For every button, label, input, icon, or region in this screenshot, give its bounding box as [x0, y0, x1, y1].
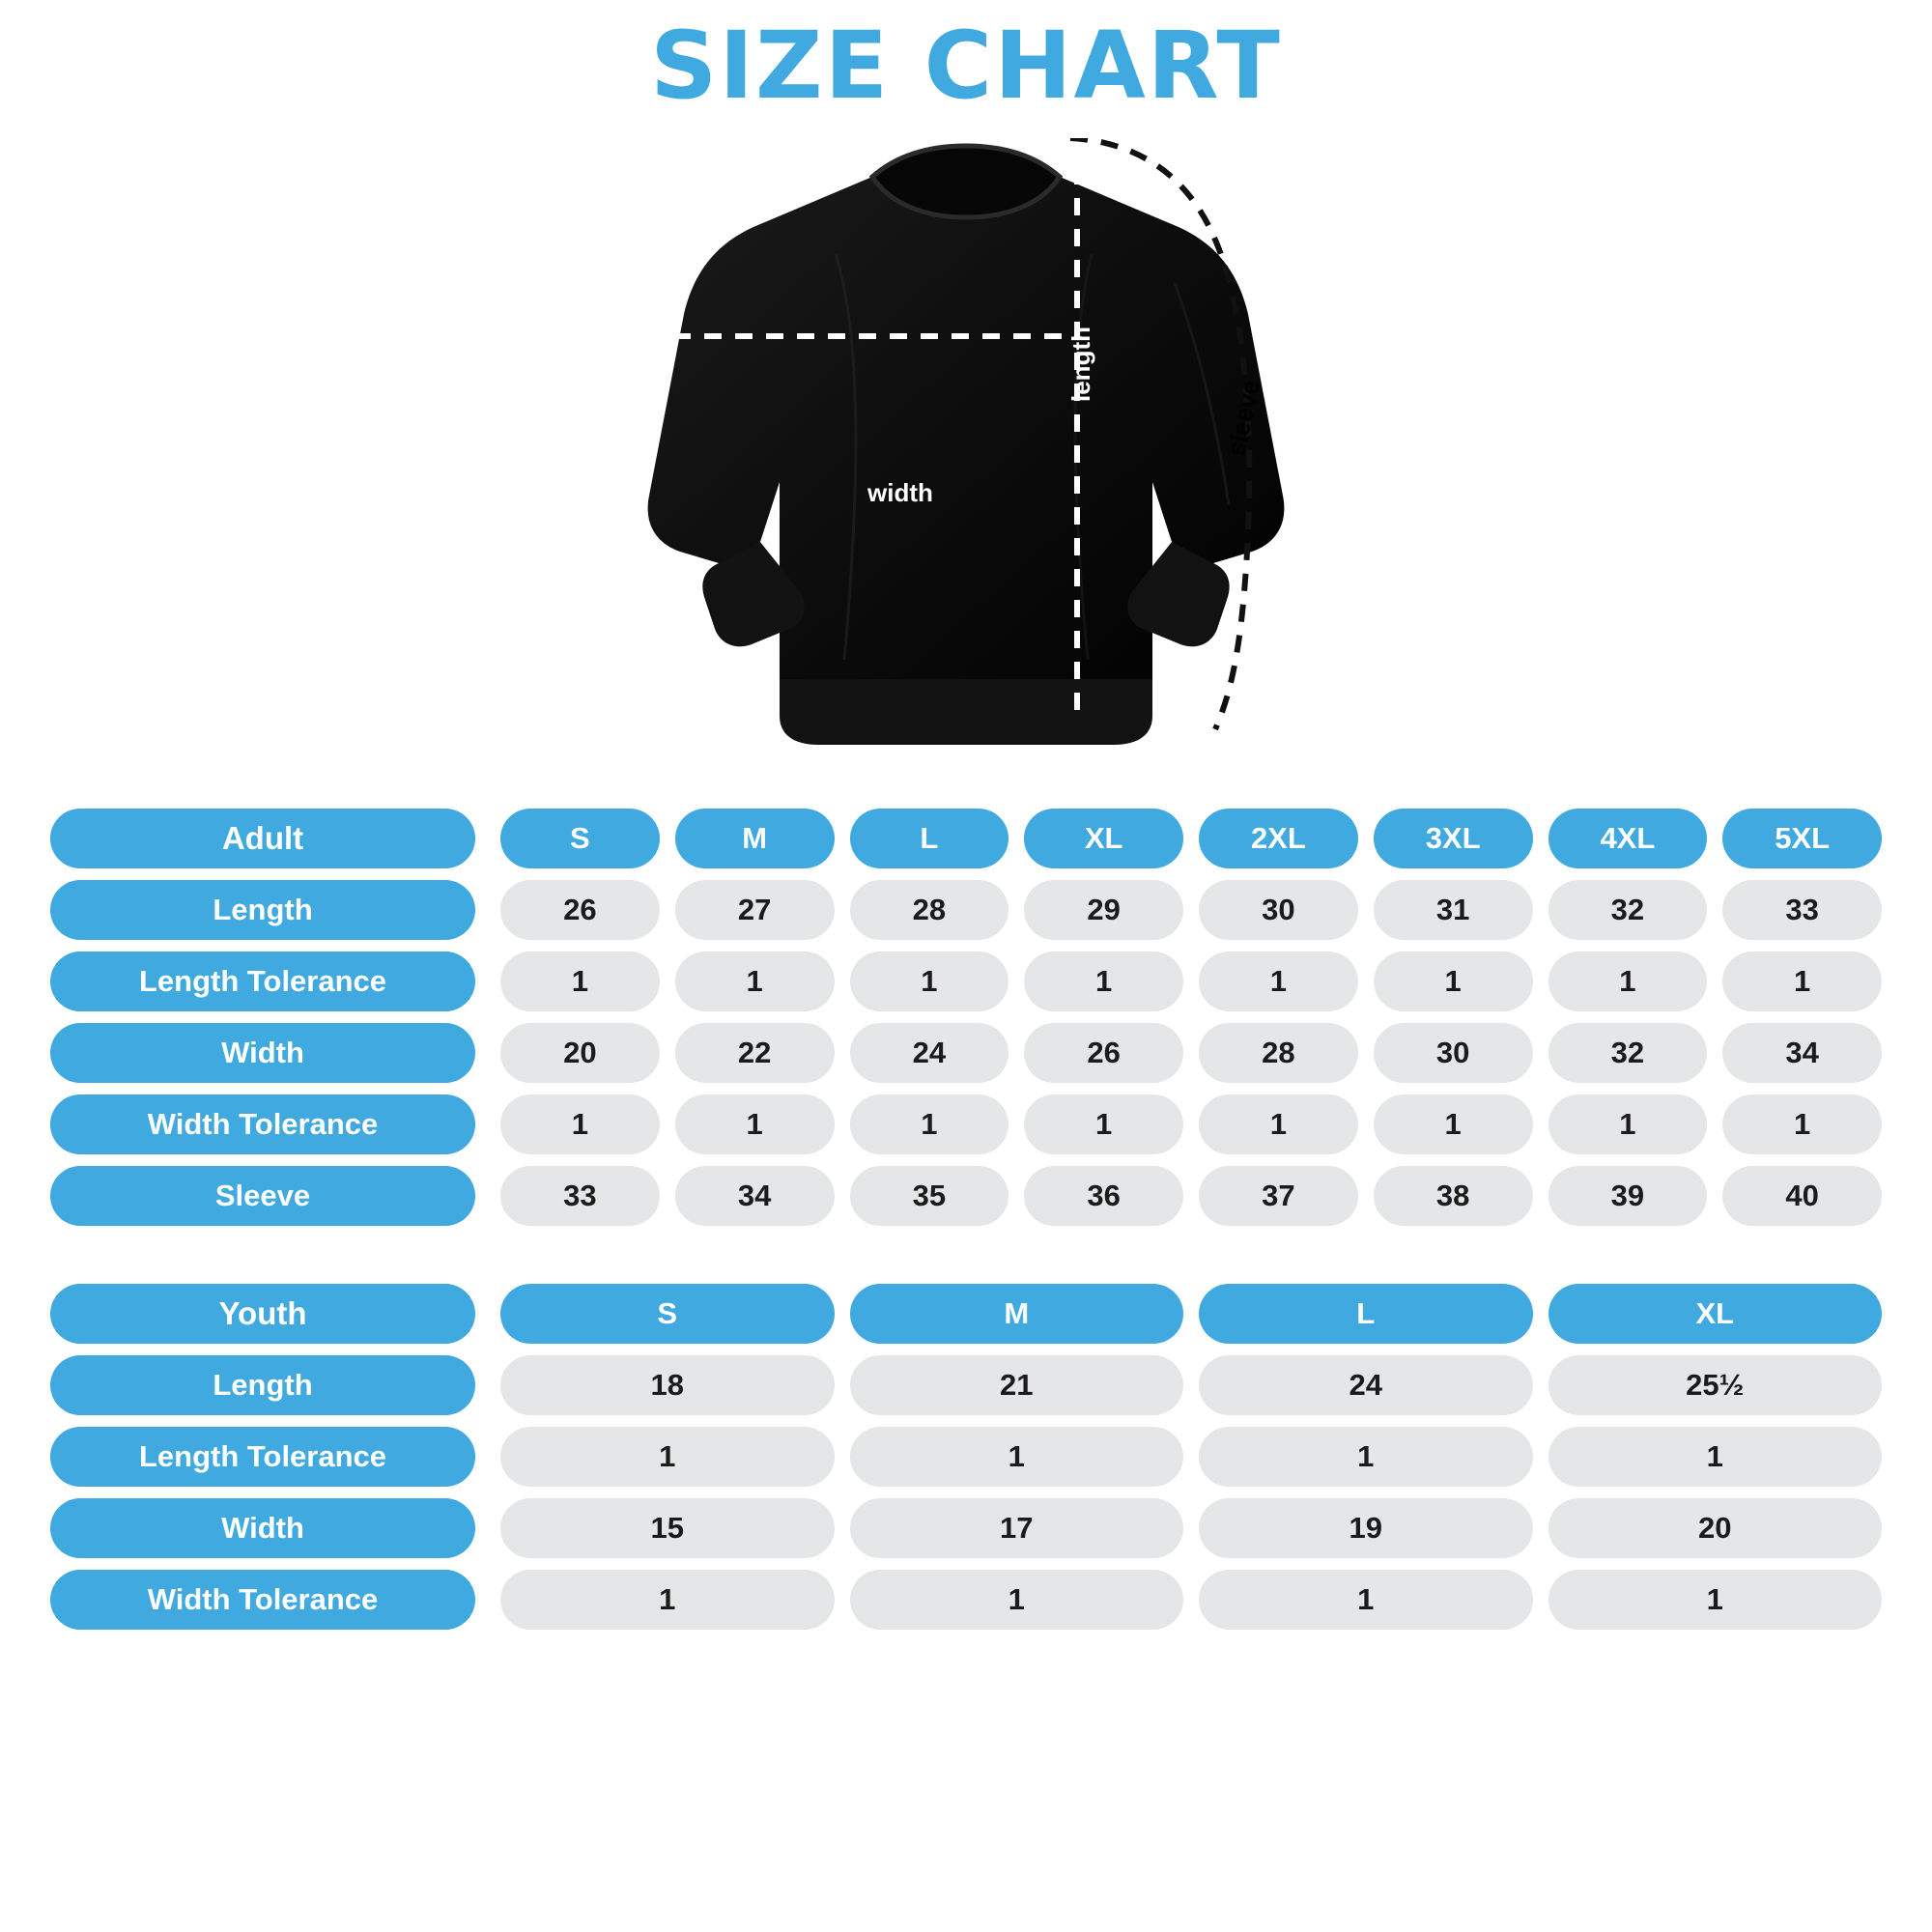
youth-size-xl: XL: [1548, 1284, 1883, 1344]
table-cell: 1: [1199, 952, 1358, 1011]
table-cell: 38: [1374, 1166, 1533, 1226]
youth-width-tolerance-values: [500, 1570, 1882, 1630]
adult-size-table: [50, 809, 1882, 1226]
table-cell: 18: [500, 1355, 835, 1415]
sweatshirt-graphic: [638, 138, 1294, 776]
table-cell: 33: [500, 1166, 660, 1226]
table-divider-space: [0, 1237, 1932, 1284]
adult-sleeve-values: [500, 1166, 1882, 1226]
table-cell: 31: [1374, 880, 1533, 940]
adult-sleeve-row: [50, 1166, 1882, 1226]
table-cell: 33: [1722, 880, 1882, 940]
adult-size-headers: [500, 809, 1882, 868]
table-cell: 1: [500, 952, 660, 1011]
table-cell: 26: [500, 880, 660, 940]
adult-width-row: [50, 1023, 1882, 1083]
adult-size-2xl: 2XL: [1199, 809, 1358, 868]
table-cell: 21: [850, 1355, 1184, 1415]
table-cell: 1: [1024, 952, 1183, 1011]
adult-header-row: [50, 809, 1882, 868]
width-measure-label: width: [867, 477, 933, 507]
youth-width-tolerance-label: Width Tolerance: [50, 1570, 475, 1630]
table-cell: 27: [675, 880, 835, 940]
table-cell: 32: [1548, 880, 1708, 940]
table-cell: 1: [1199, 1570, 1533, 1630]
table-cell: 1: [850, 1570, 1184, 1630]
table-cell: 34: [1722, 1023, 1882, 1083]
table-cell: 28: [1199, 1023, 1358, 1083]
table-cell: 1: [1548, 952, 1708, 1011]
table-cell: 1: [675, 1094, 835, 1154]
adult-sleeve-label: Sleeve: [50, 1166, 475, 1226]
table-cell: 39: [1548, 1166, 1708, 1226]
youth-length-row: [50, 1355, 1882, 1415]
youth-length-tolerance-values: [500, 1427, 1882, 1487]
youth-size-l: L: [1199, 1284, 1533, 1344]
table-cell: 1: [1024, 1094, 1183, 1154]
adult-width-tolerance-row: [50, 1094, 1882, 1154]
table-cell: 20: [500, 1023, 660, 1083]
adult-length-tolerance-label: Length Tolerance: [50, 952, 475, 1011]
garment-illustration: [0, 119, 1932, 795]
youth-width-row: [50, 1498, 1882, 1558]
table-cell: 1: [500, 1094, 660, 1154]
adult-length-tolerance-values: [500, 952, 1882, 1011]
adult-size-4xl: 4XL: [1548, 809, 1708, 868]
adult-size-s: S: [500, 809, 660, 868]
youth-width-values: [500, 1498, 1882, 1558]
adult-width-tolerance-values: [500, 1094, 1882, 1154]
table-cell: 24: [850, 1023, 1009, 1083]
table-cell: 40: [1722, 1166, 1882, 1226]
table-cell: 25½: [1548, 1355, 1883, 1415]
table-cell: 1: [1199, 1427, 1533, 1487]
table-cell: 15: [500, 1498, 835, 1558]
table-cell: 1: [1548, 1570, 1883, 1630]
youth-length-values: [500, 1355, 1882, 1415]
table-cell: 1: [1548, 1427, 1883, 1487]
table-cell: 37: [1199, 1166, 1358, 1226]
table-cell: 30: [1374, 1023, 1533, 1083]
youth-header-label: Youth: [50, 1284, 475, 1344]
youth-width-tolerance-row: [50, 1570, 1882, 1630]
table-cell: 19: [1199, 1498, 1533, 1558]
youth-length-label: Length: [50, 1355, 475, 1415]
sweatshirt-icon: [638, 138, 1294, 776]
table-cell: 22: [675, 1023, 835, 1083]
adult-length-label: Length: [50, 880, 475, 940]
table-cell: 26: [1024, 1023, 1183, 1083]
table-cell: 34: [675, 1166, 835, 1226]
adult-length-row: [50, 880, 1882, 940]
page-title: SIZE CHART: [650, 12, 1282, 120]
adult-width-tolerance-label: Width Tolerance: [50, 1094, 475, 1154]
table-cell: 1: [1374, 1094, 1533, 1154]
table-cell: 1: [1722, 952, 1882, 1011]
adult-length-tolerance-row: [50, 952, 1882, 1011]
youth-header-row: [50, 1284, 1882, 1344]
table-cell: 30: [1199, 880, 1358, 940]
table-cell: 17: [850, 1498, 1184, 1558]
table-cell: 1: [1548, 1094, 1708, 1154]
adult-size-3xl: 3XL: [1374, 809, 1533, 868]
adult-size-xl: XL: [1024, 809, 1183, 868]
adult-size-5xl: 5XL: [1722, 809, 1882, 868]
youth-length-tolerance-label: Length Tolerance: [50, 1427, 475, 1487]
table-cell: 28: [850, 880, 1009, 940]
youth-width-label: Width: [50, 1498, 475, 1558]
table-cell: 20: [1548, 1498, 1883, 1558]
table-cell: 1: [500, 1570, 835, 1630]
youth-size-m: M: [850, 1284, 1184, 1344]
adult-length-values: [500, 880, 1882, 940]
youth-size-headers: [500, 1284, 1882, 1344]
table-cell: 35: [850, 1166, 1009, 1226]
adult-header-label: Adult: [50, 809, 475, 868]
table-cell: 1: [850, 952, 1009, 1011]
adult-width-values: [500, 1023, 1882, 1083]
youth-size-table: [50, 1284, 1882, 1630]
table-cell: 36: [1024, 1166, 1183, 1226]
youth-size-s: S: [500, 1284, 835, 1344]
table-cell: 24: [1199, 1355, 1533, 1415]
adult-size-l: L: [850, 809, 1009, 868]
table-cell: 1: [1722, 1094, 1882, 1154]
table-cell: 29: [1024, 880, 1183, 940]
length-measure-label: length: [1066, 326, 1095, 402]
adult-size-m: M: [675, 809, 835, 868]
table-cell: 1: [850, 1427, 1184, 1487]
table-cell: 1: [500, 1427, 835, 1487]
table-cell: 1: [675, 952, 835, 1011]
table-cell: 32: [1548, 1023, 1708, 1083]
adult-width-label: Width: [50, 1023, 475, 1083]
sleeve-measure-label: sleeve: [1221, 377, 1265, 459]
table-cell: 1: [1199, 1094, 1358, 1154]
table-cell: 1: [1374, 952, 1533, 1011]
table-cell: 1: [850, 1094, 1009, 1154]
youth-length-tolerance-row: [50, 1427, 1882, 1487]
